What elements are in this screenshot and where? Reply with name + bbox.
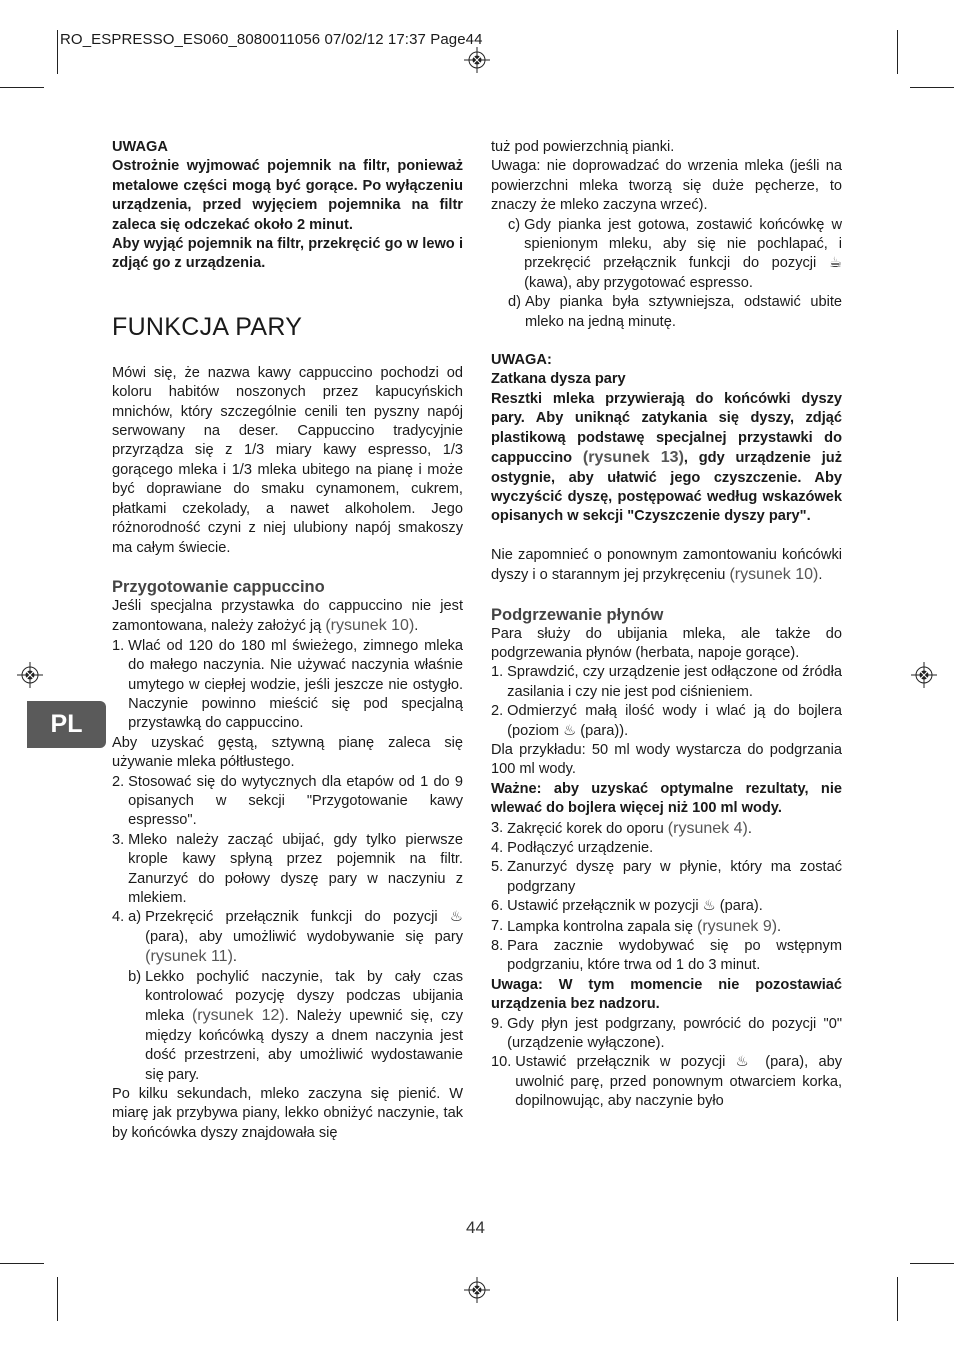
subsection-title: Przygotowanie cappuccino (112, 577, 325, 596)
list-subitem: d) Aby pianka była sztywniejsza, odstawić ubite mleko na jedną minutę. (508, 294, 842, 330)
intro-paragraph: Mówi się, że nazwa kawy cappuccino pochodzi od koloru habitów noszonych przez kapucyńskich mnichów, który szczególnie cenili ten pyszny napój serwowany na deser. Cappuccino tradycyjnie przyrządza się z 1/3 miary kawy espresso, 1/3 gorącego mleka i 1/3 mleka ubitego na pianę i może być doprawiane do smaku cynamonem, cukrem, płatkami czekolady, a nawet alkoholem. Jego różnorodność czyni z niej ulubiony napój smakoszy ma całym świecie. (112, 364, 463, 556)
registration-mark-icon (911, 662, 937, 688)
registration-mark-icon (464, 47, 490, 73)
caution-paragraph: Uwaga: W tym momencie nie pozostawiać urządzenia bez nadzoru. (491, 976, 842, 1013)
figure-reference: (rysunek 12) (191, 1007, 285, 1025)
print-header: RO_ESPRESSO_ES060_8080011056 07/02/12 17:37 Page44 (60, 31, 483, 48)
steam-icon: ♨ (702, 898, 716, 915)
left-column (112, 138, 463, 1143)
list-subitem: c) Gdy pianka jest gotowa, zostawić końcówkę w spienionym mleku, aby się nie pochlapać, i przekręcić przełącznik funkcji do pozycji ☕(kawa), aby przygotować espresso. (508, 216, 842, 291)
steam-icon: ♨ (735, 1054, 755, 1071)
warning-subtitle: Zatkana dysza pary (491, 371, 626, 388)
list-item: 5. Zanurzyć dyszę pary w płynie, który ma zostać podgrzany (491, 859, 842, 895)
list-item: 8. Para zacznie wydobywać się po wstępnym podgrzaniu, które trwa od 1 do 3 minut. (491, 938, 842, 974)
figure-reference: (rysunek 13) (582, 449, 684, 467)
crop-mark (897, 1277, 898, 1321)
crop-mark (57, 30, 58, 74)
list-item: 1. Sprawdzić, czy urządzenie jest odłączone od źródła zasilania i czy nie jest pod ciśnieniem. (491, 664, 842, 700)
page-number: 44 (466, 1218, 485, 1237)
list-subitem: b) Lekko pochylić naczynie, tak by cały czas kontrolować pozycję dyszy podczas ubijania mleka (rysunek 12). Należy upewnić się, czy między końcówką dyszy a dnem naczynia jest dość przestrzeni, aby umożliwić wydostawanie się pary. (128, 968, 464, 1083)
figure-reference: (rysunek 4) (667, 819, 748, 837)
crop-mark (57, 1277, 58, 1321)
heat-intro: Para służy do ubijania mleka, ale także do podgrzewania płynów (herbata, napoje gorące). (491, 625, 842, 661)
warning-text: Aby wyjąć pojemnik na filtr, przekręcić go w lewo i zdjąć go z urządzenia. (112, 236, 463, 272)
figure-reference: (rysunek 10) (325, 617, 415, 635)
crop-mark (0, 87, 44, 88)
list-subitem: a) Przekręcić przełącznik funkcji do pozycji ♨ (para), aby umożliwić wydobywanie się pary (rysunek 11). (128, 909, 463, 966)
registration-mark-icon (464, 1277, 490, 1303)
warning-text: Ostrożnie wyjmować pojemnik na filtr, ponieważ metalowe części mogą być gorące. Po wyłączeniu urządzenia, przed wyjęciem pojemnika na filtr zaleca się odczekać około 2 minut. (112, 158, 463, 233)
list-item: 9. Gdy płyn jest podgrzany, powrócić do pozycji "0" (urządzenie wyłączone). (491, 1015, 842, 1052)
subsection-title: Podgrzewanie płynów (491, 605, 664, 624)
warning-title: UWAGA (112, 139, 168, 155)
coffee-cup-icon: ☕ (828, 255, 842, 272)
prep-paragraph: Jeśli specjalna przystawka do cappuccino nie jest zamontowana, należy założyć ją (rysunek 10). (112, 597, 463, 635)
list-item: 4. Podłączyć urządzenie. (491, 840, 654, 856)
warning-title: UWAGA: (491, 352, 552, 369)
after-paragraph: Po kilku sekundach, mleko zaczyna się pienić. W miarę jak przybywa piany, lekko obniżyć naczynie, tak by końcówka dyszy znajdowała się (112, 1086, 463, 1141)
example-paragraph: Dla przykładu: 50 ml wody wystarcza do podgrzania 100 ml wody. (491, 741, 842, 778)
crop-mark (0, 1263, 44, 1264)
figure-reference: (rysunek 11) (145, 948, 233, 966)
list-item: 1. Wlać od 120 do 180 ml świeżego, zimnego mleka do małego naczynia. Nie używać naczynia właśnie umytego w ciepłej wodzie, jeśli jeszcze nie ostygło. Naczynie powinno mieścić się pod specjalną przystawką do cappuccino. (112, 637, 463, 732)
registration-mark-icon (17, 662, 43, 688)
steam-icon: ♨ (449, 909, 463, 926)
list-item: 2. Odmierzyć małą ilość wody i wlać ją do bojlera (poziom ♨ (para)). (491, 703, 842, 739)
note-paragraph: Uwaga: nie doprowadzać do wrzenia mleka (jeśli na powierzchni mleka tworzą się duże pęcherze, to znaczy że mleko zaczyna wrzeć). (491, 158, 842, 214)
list-item: 4. a) Przekręcić przełącznik funkcji do pozycji ♨ (para), aby umożliwić wydobywanie się pary (rysunek 11). b) Lekko pochylić naczynie, tak by cały czas kontrolować pozycję dyszy podczas ubijania mleka (rysunek 12). Należy upewnić się, czy między końcówką dyszy a dnem naczynia jest dość przestrzeni, aby umożliwić wydostawanie się pary. (112, 908, 463, 1085)
list-item: 3. Mleko należy zacząć ubijać, gdy tylko pierwsze krople kawy spłyną przez pojemnik na filtr. Zanurzyć do połowy dyszę pary w naczyniu z mlekiem. (112, 831, 463, 906)
right-column (491, 138, 842, 1112)
important-paragraph: Ważne: aby uzyskać optymalne rezultaty, nie wlewać do bojlera więcej niż 100 ml wody. (491, 780, 842, 817)
list-item: 3. Zakręcić korek do oporu (rysunek 4). (491, 819, 752, 837)
warning-text: Resztki mleka przywierają do końcówki dyszy pary. Aby uniknąć zatykania się dyszy, zdjąć plastikową podstawę specjalnej przystawki do cappuccino (rysunek 13), gdy urządzenie już ostygnie, aby ułatwić jego czyszczenie. Aby wyczyścić dyszę, postępować według wskazówek opisanych w sekcji "Czyszczenie dyszy pary". (491, 390, 842, 525)
crop-mark (910, 1263, 954, 1264)
crop-mark (897, 30, 898, 74)
list-item: 2. Stosować się do wytycznych dla etapów od 1 do 9 opisanych w sekcji "Przygotowanie kawy espresso". (112, 773, 463, 829)
language-tab: PL (27, 701, 106, 748)
reminder-paragraph: Nie zapomnieć o ponownym zamontowaniu końcówki dyszy i o starannym jej przykręceniu (rysunek 10). (491, 546, 842, 584)
crop-mark (910, 87, 954, 88)
section-title: FUNKCJA PARY (112, 312, 303, 341)
list-item: 6. Ustawić przełącznik w pozycji ♨ (para). (491, 898, 763, 915)
figure-reference: (rysunek 10) (729, 566, 819, 584)
tip-paragraph: Aby uzyskać gęstą, sztywną pianę zaleca się używanie mleka półtłustego. (112, 734, 463, 771)
list-item: 7. Lampka kontrolna zapala się (rysunek 9). (491, 917, 782, 935)
list-item: 10. Ustawić przełącznik w pozycji ♨ (para), aby uwolnić parę, przed ponownym otwarciem korka, dopilnowując, aby naczynie było (491, 1054, 842, 1110)
continued-text: tuż pod powierzchnią pianki. (491, 139, 675, 155)
figure-reference: (rysunek 9) (697, 917, 778, 935)
steam-icon: ♨ (563, 722, 577, 739)
